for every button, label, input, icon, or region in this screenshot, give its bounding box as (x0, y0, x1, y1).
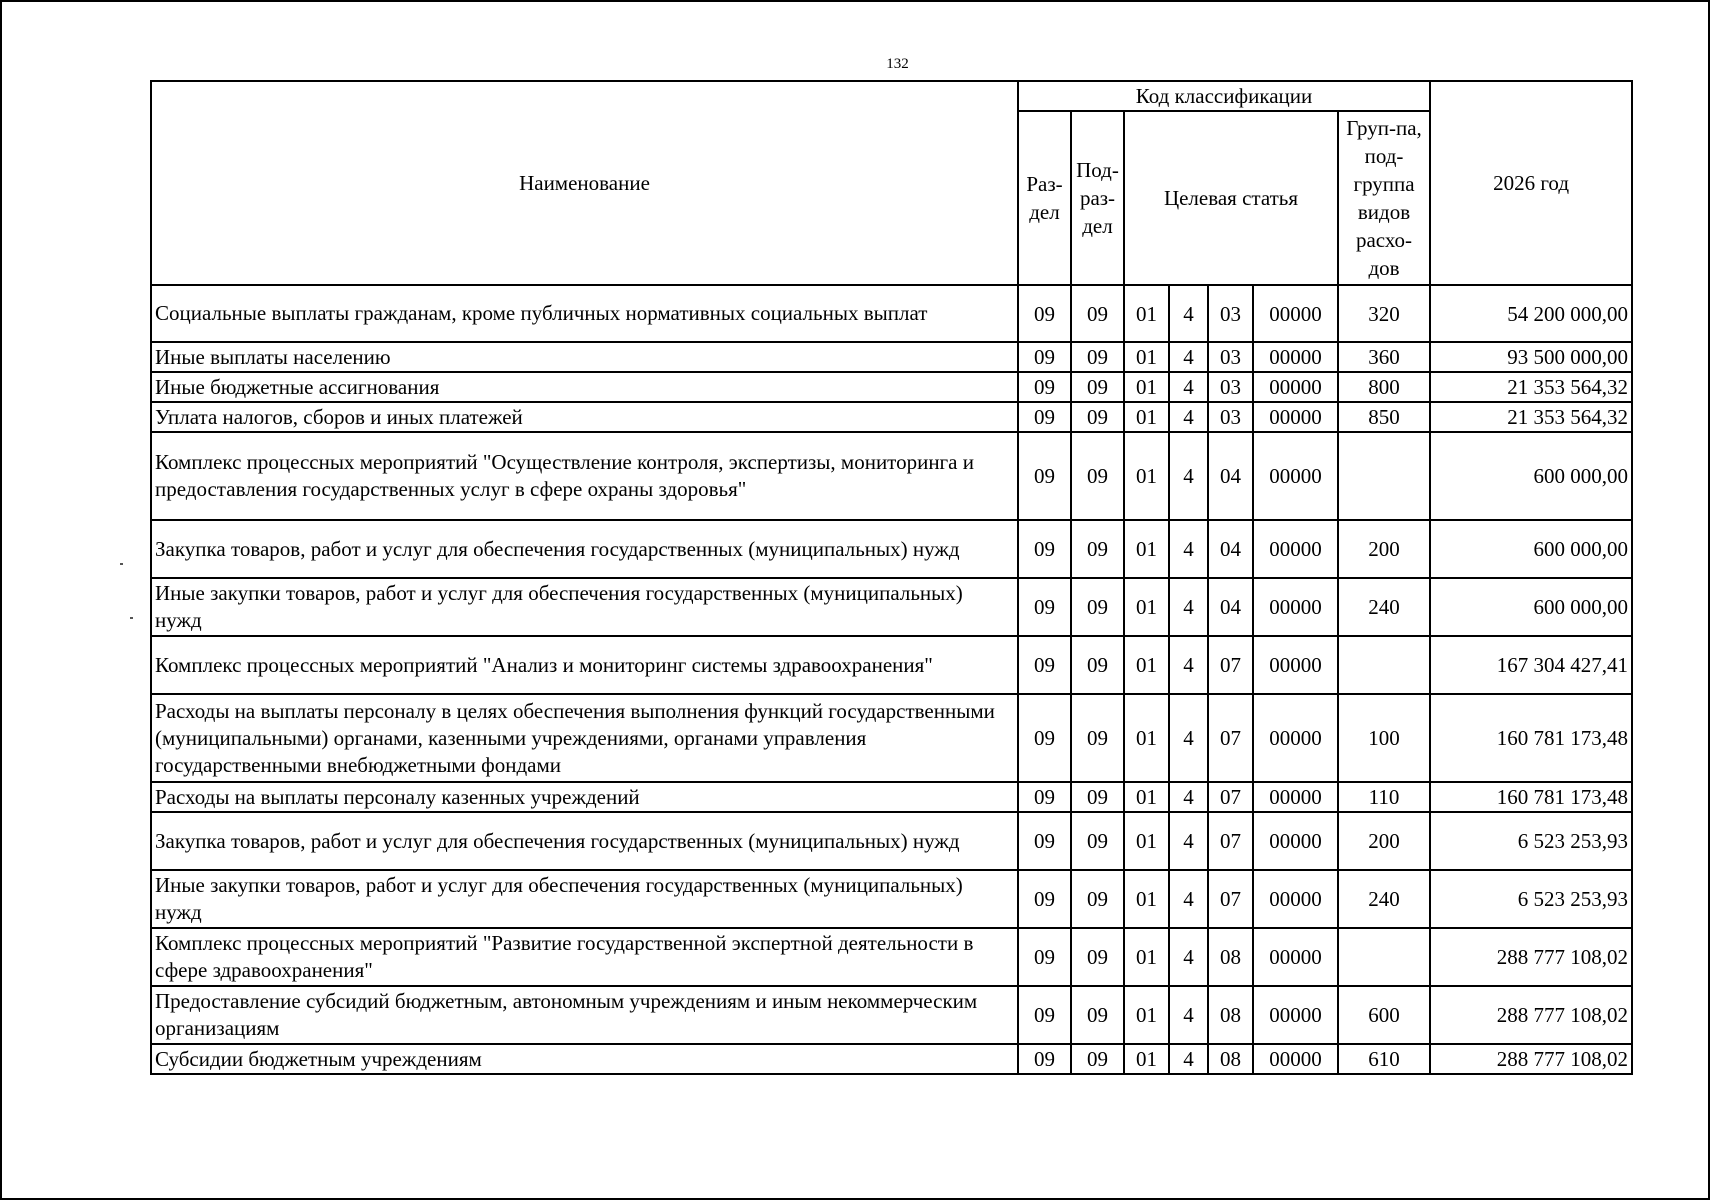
row-target-complex: 07 (1208, 636, 1253, 694)
row-amount: 6 523 253,93 (1430, 812, 1632, 870)
row-subsection: 09 (1071, 285, 1124, 342)
row-section: 09 (1018, 372, 1071, 402)
row-amount: 6 523 253,93 (1430, 870, 1632, 928)
row-target-type: 4 (1169, 342, 1208, 372)
row-target-complex: 08 (1208, 1044, 1253, 1074)
table-row (151, 928, 1632, 986)
row-section: 09 (1018, 636, 1071, 694)
column-header-section: Раз-дел (1018, 111, 1071, 285)
row-name: Расходы на выплаты персоналу казенных учреждений (151, 782, 1018, 812)
row-target-direction: 00000 (1253, 870, 1338, 928)
row-name: Социальные выплаты гражданам, кроме публичных нормативных социальных выплат (151, 285, 1018, 342)
row-target-program: 01 (1124, 432, 1169, 520)
table-row (151, 520, 1632, 578)
table-row (151, 870, 1632, 928)
row-target-direction: 00000 (1253, 402, 1338, 432)
row-subsection: 09 (1071, 812, 1124, 870)
row-section: 09 (1018, 402, 1071, 432)
row-subsection: 09 (1071, 694, 1124, 782)
row-name: Расходы на выплаты персоналу в целях обеспечения выполнения функций государственными (муниципальными) органами, казенными учреждениями, органами управления государственными внебюджетными фондами (151, 694, 1018, 782)
row-target-direction: 00000 (1253, 372, 1338, 402)
row-name: Комплекс процессных мероприятий "Развитие государственной экспертной деятельности в сфере здравоохранения" (151, 928, 1018, 986)
row-target-direction: 00000 (1253, 812, 1338, 870)
row-target-type: 4 (1169, 432, 1208, 520)
row-subsection: 09 (1071, 782, 1124, 812)
column-header-code: Код классификации (1018, 81, 1430, 111)
row-section: 09 (1018, 520, 1071, 578)
row-subsection: 09 (1071, 342, 1124, 372)
row-target-type: 4 (1169, 1044, 1208, 1074)
row-subsection: 09 (1071, 432, 1124, 520)
row-target-direction: 00000 (1253, 285, 1338, 342)
row-amount: 600 000,00 (1430, 520, 1632, 578)
column-header-target: Целевая статья (1124, 111, 1338, 285)
row-subsection: 09 (1071, 578, 1124, 636)
row-expense-group: 110 (1338, 782, 1430, 812)
row-target-program: 01 (1124, 402, 1169, 432)
row-amount: 21 353 564,32 (1430, 402, 1632, 432)
row-target-complex: 08 (1208, 928, 1253, 986)
margin-mark (130, 617, 133, 619)
row-section: 09 (1018, 928, 1071, 986)
row-expense-group: 800 (1338, 372, 1430, 402)
row-target-complex: 07 (1208, 694, 1253, 782)
margin-mark (120, 563, 123, 565)
table-row (151, 636, 1632, 694)
row-target-program: 01 (1124, 782, 1169, 812)
row-name: Предоставление субсидий бюджетным, автономным учреждениям и иным некоммерческим организациям (151, 986, 1018, 1044)
row-target-program: 01 (1124, 694, 1169, 782)
row-amount: 288 777 108,02 (1430, 928, 1632, 986)
row-target-type: 4 (1169, 520, 1208, 578)
row-target-complex: 04 (1208, 578, 1253, 636)
row-name: Уплата налогов, сборов и иных платежей (151, 402, 1018, 432)
row-target-complex: 03 (1208, 285, 1253, 342)
row-section: 09 (1018, 1044, 1071, 1074)
row-section: 09 (1018, 812, 1071, 870)
row-amount: 167 304 427,41 (1430, 636, 1632, 694)
row-target-direction: 00000 (1253, 578, 1338, 636)
row-target-direction: 00000 (1253, 1044, 1338, 1074)
table-row (151, 986, 1632, 1044)
column-header-subsection: Под-раз-дел (1071, 111, 1124, 285)
table-row (151, 372, 1632, 402)
row-target-direction: 00000 (1253, 928, 1338, 986)
row-target-direction: 00000 (1253, 432, 1338, 520)
row-target-program: 01 (1124, 928, 1169, 986)
header-row (151, 81, 1632, 111)
table-row (151, 782, 1632, 812)
row-name: Иные закупки товаров, работ и услуг для обеспечения государственных (муниципальных) нужд (151, 578, 1018, 636)
row-target-complex: 03 (1208, 342, 1253, 372)
row-amount: 600 000,00 (1430, 578, 1632, 636)
row-amount: 54 200 000,00 (1430, 285, 1632, 342)
row-expense-group: 100 (1338, 694, 1430, 782)
table-row (151, 432, 1632, 520)
row-target-type: 4 (1169, 694, 1208, 782)
row-name: Иные закупки товаров, работ и услуг для обеспечения государственных (муниципальных) нужд (151, 870, 1018, 928)
table-row (151, 1044, 1632, 1074)
row-name: Комплекс процессных мероприятий "Анализ и мониторинг системы здравоохранения" (151, 636, 1018, 694)
row-target-direction: 00000 (1253, 782, 1338, 812)
row-target-program: 01 (1124, 520, 1169, 578)
row-target-direction: 00000 (1253, 636, 1338, 694)
table-row (151, 694, 1632, 782)
row-name: Иные бюджетные ассигнования (151, 372, 1018, 402)
row-amount: 288 777 108,02 (1430, 1044, 1632, 1074)
row-target-program: 01 (1124, 812, 1169, 870)
row-target-complex: 07 (1208, 812, 1253, 870)
table-row (151, 402, 1632, 432)
table-body (151, 285, 1632, 1074)
row-amount: 160 781 173,48 (1430, 782, 1632, 812)
row-subsection: 09 (1071, 372, 1124, 402)
row-target-complex: 07 (1208, 870, 1253, 928)
row-name: Комплекс процессных мероприятий "Осуществление контроля, экспертизы, мониторинга и предоставления государственных услуг в сфере охраны здоровья" (151, 432, 1018, 520)
row-target-type: 4 (1169, 285, 1208, 342)
column-header-name: Наименование (151, 81, 1018, 285)
row-expense-group: 360 (1338, 342, 1430, 372)
row-target-direction: 00000 (1253, 342, 1338, 372)
row-section: 09 (1018, 342, 1071, 372)
row-subsection: 09 (1071, 928, 1124, 986)
row-expense-group: 320 (1338, 285, 1430, 342)
table-row (151, 578, 1632, 636)
row-amount: 288 777 108,02 (1430, 986, 1632, 1044)
row-name: Иные выплаты населению (151, 342, 1018, 372)
row-expense-group: 240 (1338, 578, 1430, 636)
row-target-complex: 03 (1208, 402, 1253, 432)
row-expense-group (1338, 432, 1430, 520)
column-header-group: Груп-па, под-группа видов расхо-дов (1338, 111, 1430, 285)
row-target-direction: 00000 (1253, 694, 1338, 782)
table-row (151, 812, 1632, 870)
row-subsection: 09 (1071, 870, 1124, 928)
row-target-complex: 04 (1208, 432, 1253, 520)
row-target-program: 01 (1124, 342, 1169, 372)
row-target-type: 4 (1169, 402, 1208, 432)
table-row (151, 285, 1632, 342)
row-section: 09 (1018, 432, 1071, 520)
row-expense-group: 600 (1338, 986, 1430, 1044)
row-target-program: 01 (1124, 636, 1169, 694)
row-amount: 21 353 564,32 (1430, 372, 1632, 402)
row-target-program: 01 (1124, 986, 1169, 1044)
row-target-complex: 08 (1208, 986, 1253, 1044)
row-name: Закупка товаров, работ и услуг для обеспечения государственных (муниципальных) нужд (151, 520, 1018, 578)
row-expense-group: 610 (1338, 1044, 1430, 1074)
row-expense-group: 850 (1338, 402, 1430, 432)
row-target-type: 4 (1169, 870, 1208, 928)
row-target-type: 4 (1169, 986, 1208, 1044)
row-section: 09 (1018, 285, 1071, 342)
row-target-program: 01 (1124, 1044, 1169, 1074)
page-number: 132 (886, 56, 909, 72)
row-subsection: 09 (1071, 636, 1124, 694)
row-name: Субсидии бюджетным учреждениям (151, 1044, 1018, 1074)
column-header-year: 2026 год (1430, 81, 1632, 285)
row-target-complex: 07 (1208, 782, 1253, 812)
row-section: 09 (1018, 578, 1071, 636)
row-expense-group: 200 (1338, 812, 1430, 870)
row-target-complex: 03 (1208, 372, 1253, 402)
row-target-type: 4 (1169, 928, 1208, 986)
row-subsection: 09 (1071, 402, 1124, 432)
row-subsection: 09 (1071, 520, 1124, 578)
row-expense-group (1338, 636, 1430, 694)
row-target-direction: 00000 (1253, 986, 1338, 1044)
row-expense-group: 200 (1338, 520, 1430, 578)
table-row (151, 342, 1632, 372)
row-amount: 160 781 173,48 (1430, 694, 1632, 782)
row-target-type: 4 (1169, 812, 1208, 870)
row-target-type: 4 (1169, 782, 1208, 812)
row-target-direction: 00000 (1253, 520, 1338, 578)
row-name: Закупка товаров, работ и услуг для обеспечения государственных (муниципальных) нужд (151, 812, 1018, 870)
row-target-complex: 04 (1208, 520, 1253, 578)
row-section: 09 (1018, 694, 1071, 782)
row-target-type: 4 (1169, 372, 1208, 402)
row-target-program: 01 (1124, 285, 1169, 342)
row-section: 09 (1018, 782, 1071, 812)
row-subsection: 09 (1071, 986, 1124, 1044)
row-target-program: 01 (1124, 578, 1169, 636)
row-section: 09 (1018, 986, 1071, 1044)
row-target-type: 4 (1169, 578, 1208, 636)
row-target-program: 01 (1124, 372, 1169, 402)
row-section: 09 (1018, 870, 1071, 928)
budget-table (150, 80, 1633, 1075)
row-expense-group: 240 (1338, 870, 1430, 928)
row-expense-group (1338, 928, 1430, 986)
row-amount: 600 000,00 (1430, 432, 1632, 520)
row-target-type: 4 (1169, 636, 1208, 694)
row-amount: 93 500 000,00 (1430, 342, 1632, 372)
row-target-program: 01 (1124, 870, 1169, 928)
row-subsection: 09 (1071, 1044, 1124, 1074)
